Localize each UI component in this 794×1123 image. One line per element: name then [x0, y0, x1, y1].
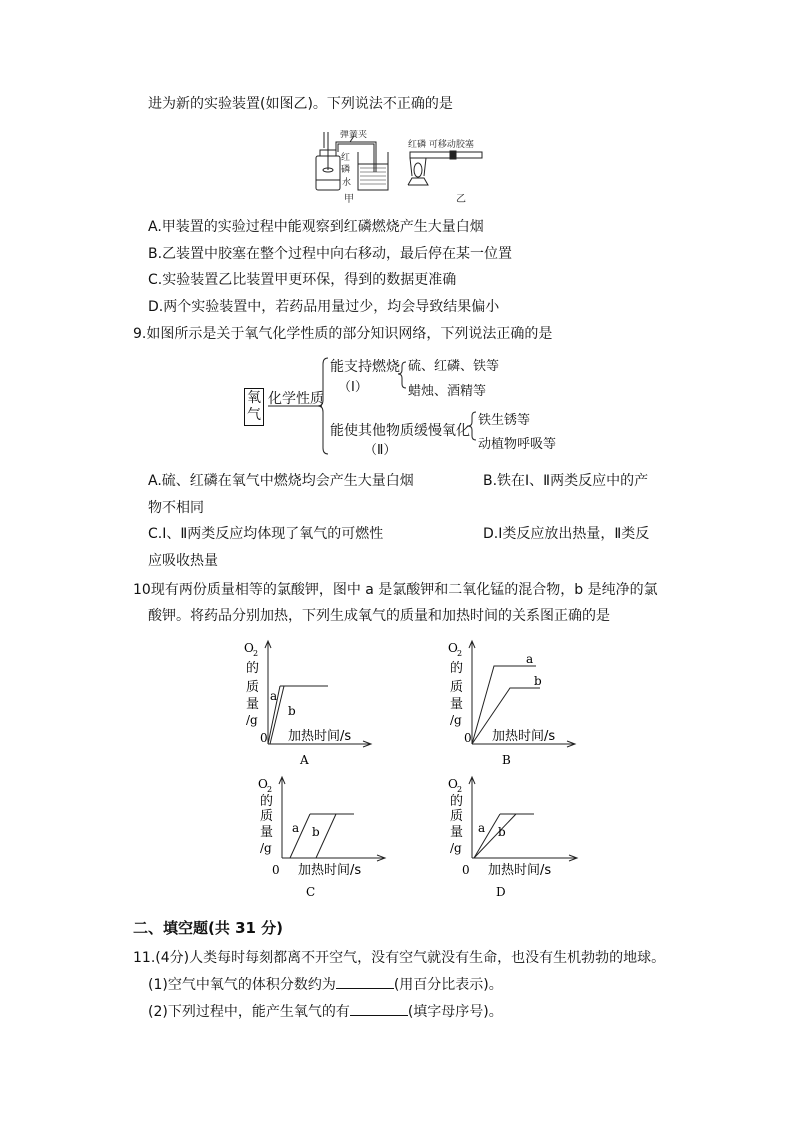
red-p-label-1: 红 [341, 153, 351, 163]
leaf-1a: 硫、红磷、铁等 [408, 359, 500, 374]
section-2-title: 二、填空题(共 31 分) [133, 919, 284, 937]
graph-d [444, 772, 594, 904]
graph-a-label-a: a [270, 689, 278, 703]
leaf-1b: 蜡烛、酒精等 [408, 384, 487, 399]
jia-label: 甲 [344, 194, 354, 205]
q11-part1-text-b: (用百分比表示)。 [393, 977, 503, 993]
graph-c-ylabel-2: 质 [260, 809, 274, 824]
q9-option-d-line1: D.Ⅰ类反应放出热量，Ⅱ类反 [483, 526, 650, 542]
q8-option-a: A.甲装置的实验过程中能观察到红磷燃烧产生大量白烟 [148, 219, 484, 235]
graph-c-ylabel-4: /g [260, 841, 272, 855]
yi-top-label: 红磷 可移动胶塞 [408, 140, 474, 150]
q8-option-c: C.实验装置乙比装置甲更环保，得到的数据更准确 [148, 272, 457, 288]
graph-d-ylabel-o: O [448, 777, 458, 791]
oxygen-char-2: 气 [247, 407, 261, 423]
spring-clip-label: 弹簧夹 [340, 130, 368, 140]
q8-option-d: D.两个实验装置中，若药品用量过少，均会导致结果偏小 [148, 299, 500, 315]
leaf-2a: 铁生锈等 [478, 413, 531, 428]
graph-d-ylabel-2: 质 [450, 809, 464, 824]
graph-b-label-b: b [534, 674, 542, 688]
graph-a-ylabel-o: O [244, 641, 254, 655]
q9-option-d-line2: 应吸收热量 [148, 553, 218, 569]
graph-a-ylabel-3: 量 [246, 697, 260, 712]
graph-a-ylabel-4: /g [246, 713, 258, 727]
branch-1-num: （Ⅰ） [338, 380, 368, 395]
graph-b-xlabel: 加热时间/s [492, 729, 556, 744]
graph-d-label-b: b [498, 825, 506, 839]
graph-a-ylabel-1: 的 [246, 661, 260, 676]
graph-d-ylabel-3: 量 [450, 825, 464, 840]
q11-part1 [148, 975, 503, 995]
chem-prop-label: 化学性质 [268, 391, 324, 407]
water-label: 水 [342, 178, 352, 188]
graph-d-caption: D [496, 885, 506, 899]
graph-a-label-b: b [288, 704, 296, 718]
graph-b-ylabel-o: O [448, 641, 458, 655]
branch-2-num: （Ⅱ） [364, 443, 397, 458]
q9-option-b-line2: 物不相同 [148, 500, 204, 516]
graph-b-label-a: a [526, 652, 534, 666]
graph-b-ylabel-2: 质 [450, 680, 464, 695]
graph-b-ylabel-3: 量 [450, 697, 464, 712]
graph-c-label-a: a [292, 821, 300, 835]
graph-c-caption: C [306, 885, 316, 899]
graph-d-label-a: a [478, 821, 486, 835]
graph-d-ylabel-sub: 2 [457, 785, 463, 794]
q11-part1-blank[interactable] [336, 976, 394, 989]
leaf-2b: 动植物呼吸等 [478, 437, 557, 452]
graph-c-ylabel-o: O [258, 777, 268, 791]
graph-c-label-b: b [312, 825, 320, 839]
q11-part2-text-b: (填字母序号)。 [407, 1004, 503, 1020]
apparatus-jia [316, 132, 388, 190]
graph-d-origin: 0 [462, 863, 470, 877]
graph-d-ylabel-1: 的 [450, 794, 464, 809]
apparatus-yi [408, 151, 482, 185]
graph-d-xlabel: 加热时间/s [488, 863, 552, 878]
branch-1-label: 能支持燃烧 [330, 359, 400, 375]
graph-b-origin: 0 [464, 731, 472, 745]
graph-a [240, 636, 390, 768]
q11-stem: 11.(4分)人类每时每刻都离不开空气，没有空气就没有生命，也没有生机勃勃的地球。 [133, 950, 666, 966]
branch-2-label: 能使其他物质缓慢氧化 [330, 423, 470, 439]
graph-a-origin: 0 [260, 731, 268, 745]
graph-d-ylabel-4: /g [450, 841, 462, 855]
q9-option-a: A.硫、红磷在氧气中燃烧均会产生大量白烟 [148, 473, 414, 489]
q10-stem-line1: 10现有两份质量相等的氯酸钾，图中 a 是氯酸钾和二氧化锰的混合物，b 是纯净的氯 [133, 582, 658, 598]
graph-c [254, 772, 404, 904]
graph-b-ylabel-sub: 2 [457, 649, 463, 658]
graph-c-ylabel-3: 量 [260, 825, 274, 840]
q9-knowledge-diagram [240, 350, 580, 460]
q11-part2-text-a: (2)下列过程中，能产生氧气的有 [148, 1004, 350, 1020]
graph-b-caption: B [502, 753, 511, 767]
graph-c-ylabel-1: 的 [260, 794, 274, 809]
graph-c-xlabel: 加热时间/s [298, 863, 362, 878]
q11-part2 [148, 1002, 503, 1022]
q8-option-b: B.乙装置中胶塞在整个过程中向右移动，最后停在某一位置 [148, 246, 513, 262]
q9-option-b-line1: B.铁在Ⅰ、Ⅱ两类反应中的产 [483, 473, 649, 489]
graph-a-ylabel-2: 质 [246, 680, 260, 695]
oxygen-char-1: 氧 [247, 390, 261, 406]
q9-option-c: C.Ⅰ、Ⅱ两类反应均体现了氧气的可燃性 [148, 526, 384, 542]
q11-part1-text-a: (1)空气中氧气的体积分数约为 [148, 977, 336, 993]
graph-a-ylabel-sub: 2 [253, 649, 259, 658]
yi-label: 乙 [456, 194, 466, 205]
graph-b [444, 636, 594, 768]
q11-part2-blank[interactable] [350, 1003, 408, 1016]
red-p-label-2: 磷 [341, 165, 351, 175]
q10-stem-line2: 酸钾。将药品分别加热，下列生成氧气的质量和加热时间的关系图正确的是 [148, 608, 610, 624]
graph-b-ylabel-1: 的 [450, 661, 464, 676]
graph-a-xlabel: 加热时间/s [288, 729, 352, 744]
q8-apparatus-figure [300, 130, 500, 210]
q8-stem: 进为新的实验装置(如图乙)。下列说法不正确的是 [148, 96, 453, 112]
graph-a-caption: A [300, 753, 309, 767]
graph-c-origin: 0 [272, 863, 280, 877]
q9-stem: 9.如图所示是关于氧气化学性质的部分知识网络，下列说法正确的是 [133, 326, 553, 342]
graph-b-ylabel-4: /g [450, 713, 462, 727]
graph-c-ylabel-sub: 2 [267, 785, 273, 794]
